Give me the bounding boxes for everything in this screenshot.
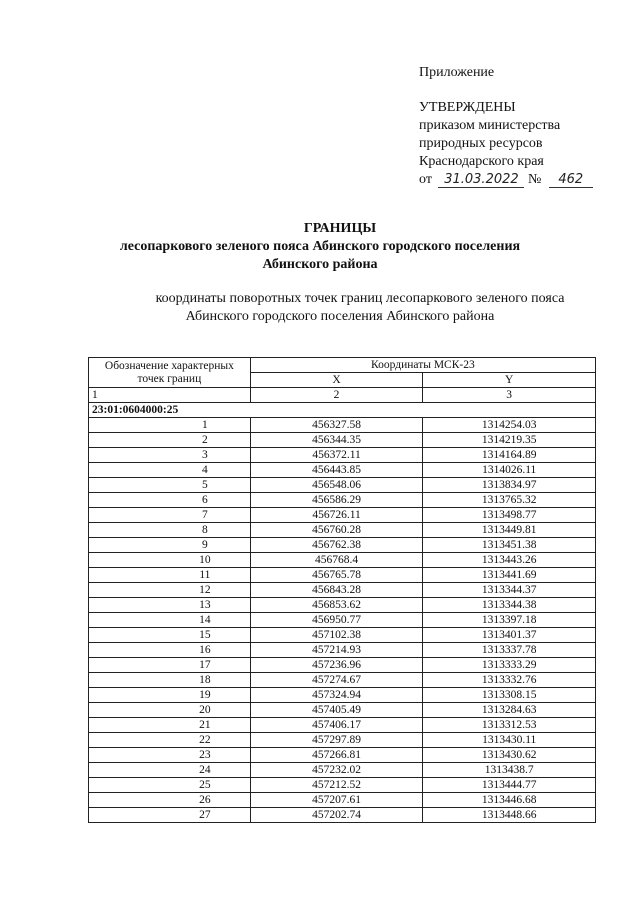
y-header: Y: [423, 373, 596, 388]
y-coordinate: 1313444.77: [423, 778, 596, 793]
table-row: [89, 688, 596, 703]
table-row: [89, 553, 596, 568]
y-coordinate: 1313448.66: [423, 808, 596, 823]
point-number: 22: [89, 733, 251, 748]
x-coordinate: 457274.67: [250, 673, 423, 688]
table-row: [89, 808, 596, 823]
x-coordinate: 456443.85: [250, 463, 423, 478]
x-coordinate: 456853.62: [250, 598, 423, 613]
x-coordinate: 456548.06: [250, 478, 423, 493]
table-row: [89, 793, 596, 808]
heading-title: ГРАНИЦЫ: [303, 221, 377, 236]
point-designation-header: Обозначение характерных точек границ: [89, 358, 251, 388]
table-row: [89, 718, 596, 733]
table-row: [89, 463, 596, 478]
x-coordinate: 456768.4: [250, 553, 423, 568]
table-row: [89, 508, 596, 523]
x-coordinate: 456586.29: [250, 493, 423, 508]
table-row: [89, 643, 596, 658]
date-prefix: от: [419, 172, 432, 187]
x-coordinate: 456765.78: [250, 568, 423, 583]
y-coordinate: 1313344.37: [423, 583, 596, 598]
table-row: [89, 493, 596, 508]
y-coordinate: 1313765.32: [423, 493, 596, 508]
y-coordinate: 1313441.69: [423, 568, 596, 583]
y-coordinate: 1313430.62: [423, 748, 596, 763]
point-number: 2: [89, 433, 251, 448]
table-row: [89, 628, 596, 643]
handwritten-date: 31.03.2022: [438, 172, 524, 188]
point-number: 12: [89, 583, 251, 598]
x-coordinate: 456327.58: [250, 418, 423, 433]
x-coordinate: 457406.17: [250, 718, 423, 733]
point-number: 19: [89, 688, 251, 703]
table-row: [89, 448, 596, 463]
point-number: 7: [89, 508, 251, 523]
point-number: 3: [89, 448, 251, 463]
point-number: 14: [89, 613, 251, 628]
x-coordinate: 457324.94: [250, 688, 423, 703]
x-coordinate: 457297.89: [250, 733, 423, 748]
x-coordinate: 456760.28: [250, 523, 423, 538]
table-row: [89, 433, 596, 448]
point-number: 10: [89, 553, 251, 568]
x-coordinate: 456843.28: [250, 583, 423, 598]
approved-label: УТВЕРЖДЕНЫ: [419, 100, 516, 115]
point-number: 5: [89, 478, 251, 493]
y-coordinate: 1313332.76: [423, 673, 596, 688]
point-number: 18: [89, 673, 251, 688]
point-number: 15: [89, 628, 251, 643]
order-line-3: Краснодарского края: [419, 154, 544, 169]
table-row: [89, 523, 596, 538]
heading-line-3: Абинского района: [262, 257, 378, 272]
x-coordinate: 457214.93: [250, 643, 423, 658]
subtitle-line-2: Абинского городского поселения Абинского района: [185, 309, 495, 324]
point-number: 27: [89, 808, 251, 823]
point-number: 1: [89, 418, 251, 433]
x-coordinate: 457207.61: [250, 793, 423, 808]
point-number: 23: [89, 748, 251, 763]
y-coordinate: 1313430.11: [423, 733, 596, 748]
table-row: [89, 748, 596, 763]
table-row: [89, 568, 596, 583]
y-coordinate: 1313308.15: [423, 688, 596, 703]
y-coordinate: 1313443.26: [423, 553, 596, 568]
document-subtitle: [0, 290, 640, 326]
number-prefix: №: [527, 172, 542, 187]
document-heading: [0, 220, 640, 274]
point-number: 24: [89, 763, 251, 778]
y-coordinate: 1313312.53: [423, 718, 596, 733]
table-row: [89, 598, 596, 613]
x-coordinate: 457202.74: [250, 808, 423, 823]
y-coordinate: 1314026.11: [423, 463, 596, 478]
point-number: 17: [89, 658, 251, 673]
y-coordinate: 1313498.77: [423, 508, 596, 523]
y-coordinate: 1313397.18: [423, 613, 596, 628]
approval-block: [419, 64, 593, 189]
x-coordinate: 456344.35: [250, 433, 423, 448]
point-number: 9: [89, 538, 251, 553]
order-line-1: приказом министерства: [419, 118, 561, 133]
y-coordinate: 1314219.35: [423, 433, 596, 448]
subtitle-line-1: координаты поворотных точек границ лесопаркового зеленого пояса: [155, 291, 565, 306]
y-coordinate: 1314254.03: [423, 418, 596, 433]
heading-line-2: лесопаркового зеленого пояса Абинского городского поселения: [119, 239, 521, 254]
y-coordinate: 1313834.97: [423, 478, 596, 493]
handwritten-number: 462: [549, 172, 593, 188]
point-number: 25: [89, 778, 251, 793]
y-coordinate: 1313333.29: [423, 658, 596, 673]
x-coordinate: 456950.77: [250, 613, 423, 628]
table-row: [89, 733, 596, 748]
table-row: [89, 658, 596, 673]
point-number: 6: [89, 493, 251, 508]
table-row: [89, 613, 596, 628]
y-coordinate: 1313337.78: [423, 643, 596, 658]
x-coordinate: 457212.52: [250, 778, 423, 793]
index-cell-1: 1: [89, 388, 251, 403]
index-cell-3: 3: [423, 388, 596, 403]
index-cell-2: 2: [250, 388, 423, 403]
x-coordinate: 457232.02: [250, 763, 423, 778]
point-number: 13: [89, 598, 251, 613]
table-row: [89, 763, 596, 778]
x-coordinate: 457405.49: [250, 703, 423, 718]
x-coordinate: 456372.11: [250, 448, 423, 463]
y-coordinate: 1313449.81: [423, 523, 596, 538]
point-number: 11: [89, 568, 251, 583]
appendix-label: Приложение: [419, 65, 495, 80]
table-row: [89, 583, 596, 598]
coordinates-table: [88, 357, 596, 823]
table-row: [89, 778, 596, 793]
x-coordinate: 457266.81: [250, 748, 423, 763]
x-coordinate: 457236.96: [250, 658, 423, 673]
x-coordinate: 456762.38: [250, 538, 423, 553]
y-coordinate: 1313451.38: [423, 538, 596, 553]
point-number: 16: [89, 643, 251, 658]
point-number: 21: [89, 718, 251, 733]
y-coordinate: 1313438.7: [423, 763, 596, 778]
table-row: [89, 673, 596, 688]
table-row: [89, 538, 596, 553]
point-number: 26: [89, 793, 251, 808]
table-row: [89, 418, 596, 433]
y-coordinate: 1314164.89: [423, 448, 596, 463]
point-number: 20: [89, 703, 251, 718]
order-line-2: природных ресурсов: [419, 136, 543, 151]
y-coordinate: 1313446.68: [423, 793, 596, 808]
table-row: [89, 478, 596, 493]
y-coordinate: 1313284.63: [423, 703, 596, 718]
y-coordinate: 1313401.37: [423, 628, 596, 643]
point-number: 8: [89, 523, 251, 538]
x-coordinate: 456726.11: [250, 508, 423, 523]
point-number: 4: [89, 463, 251, 478]
y-coordinate: 1313344.38: [423, 598, 596, 613]
coordinates-header: Координаты МСК-23: [250, 358, 595, 373]
table-row: [89, 703, 596, 718]
cadastral-group-label: 23:01:0604000:25: [89, 403, 596, 418]
x-coordinate: 457102.38: [250, 628, 423, 643]
order-date-line: [419, 171, 593, 189]
x-header: X: [250, 373, 423, 388]
